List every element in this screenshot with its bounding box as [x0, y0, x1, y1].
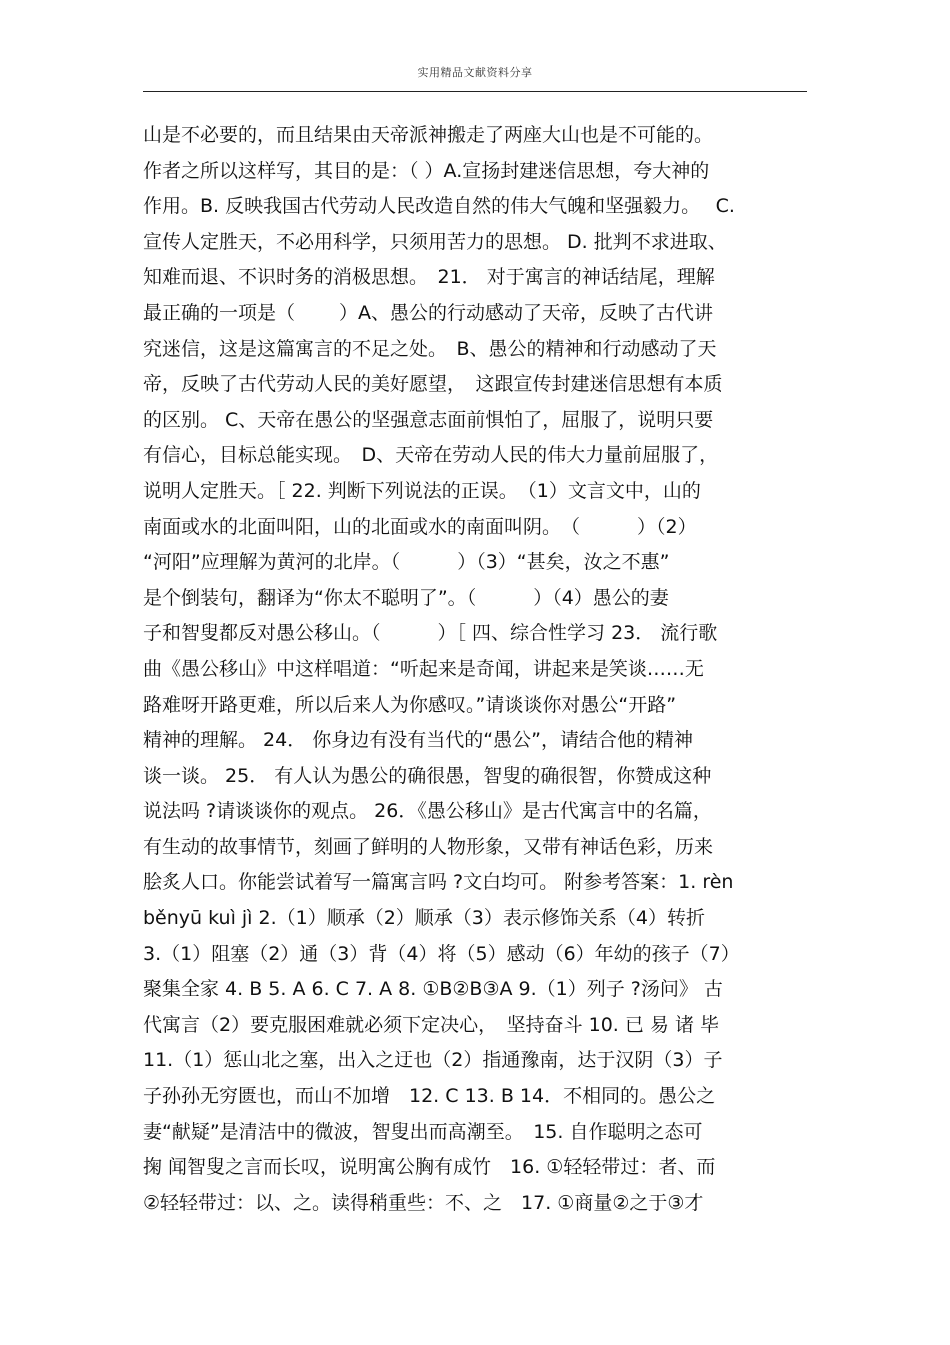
text-line: 曲《愚公移山》中这样唱道：“听起来是奇闻，讲起来是笑谈……无 [143, 657, 704, 680]
text-line: 谈一谈。 25． 有人认为愚公的确很愚，智叟的确很智，你赞成这种 [143, 764, 712, 787]
text-line: 聚集全家 4. B 5. A 6. C 7. A 8. ①B②B③A 9.（1）列子 ?汤问》 古 [143, 978, 723, 1001]
text-line: “河阳”应理解为黄河的北岸。（ ）（3）“甚矣，汝之不惠” [143, 551, 670, 574]
text-line: 南面或水的北面叫阳，山的北面或水的南面叫阴。 （ ）（2） [143, 515, 697, 538]
text-line: 的区别。 C、天帝在愚公的坚强意志面前惧怕了，屈服了，说明只要 [143, 408, 714, 431]
text-line: 作者之所以这样写，其目的是：（ ）A.宣扬封建迷信思想，夸大神的 [143, 159, 710, 182]
text-line: běnyū kuì jì 2.（1）顺承（2）顺承（3）表示修饰关系（4）转折 [143, 907, 705, 930]
text-line: 路难呀开路更难，所以后来人为你感叹。”请谈谈你对愚公“开路” [143, 693, 677, 716]
text-line: ②轻轻带过：以、之。读得稍重些：不、之 17. ①商量②之于③才 [143, 1191, 704, 1214]
page-header: 实用精品文献资料分享 [417, 66, 533, 79]
text-line: 究迷信，这是这篇寓言的不足之处。 B、愚公的精神和行动感动了天 [143, 337, 717, 360]
document-body [143, 118, 823, 1221]
text-line: 子孙孙无穷匮也，而山不加增 12. C 13. B 14．不相同的。愚公之 [143, 1085, 716, 1108]
text-line: 3.（1）阻塞（2）通（3）背（4）将（5）感动（6）年幼的孩子（7） [143, 942, 740, 965]
text-line: 子和智叟都反对愚公移山。（ ）［ 四、综合性学习 23． 流行歌 [143, 622, 718, 645]
text-line: 掬 闻智叟之言而长叹，说明寓公胸有成竹 16. ①轻轻带过：者、而 [143, 1156, 716, 1179]
text-line: 帝，反映了古代劳动人民的美好愿望， 这跟宣传封建迷信思想有本质 [143, 373, 723, 396]
text-line: 是个倒装句，翻译为“你太不聪明了”。（ ）（4）愚公的妻 [143, 586, 669, 609]
text-line: 代寓言（2）要克服困难就必须下定决心， 坚持奋斗 10. 已 易 诸 毕 [143, 1013, 720, 1036]
text-line: 11.（1）惩山北之塞，出入之迂也（2）指通豫南，达于汉阴（3）子 [143, 1049, 723, 1072]
text-line: 妻“献疑”是清洁中的微波，智叟出而高潮至。 15. 自作聪明之态可 [143, 1120, 703, 1143]
text-line: 作用。B. 反映我国古代劳动人民改造自然的伟大气魄和坚强毅力。 C. [143, 195, 735, 218]
header-divider [143, 91, 807, 92]
text-line: 说法吗 ?请谈谈你的观点。 26．《愚公移山》是古代寓言中的名篇， [143, 800, 712, 823]
text-line: 宣传人定胜天，不必用科学，只须用苦力的思想。 D. 批判不求进取、 [143, 230, 727, 253]
text-line: 山是不必要的，而且结果由天帝派神搬走了两座大山也是不可能的。 [143, 124, 714, 146]
text-line: 知难而退、不识时务的消极思想。 21． 对于寓言的神话结尾，理解 [143, 266, 715, 289]
text-line: 最正确的一项是（ ）A、愚公的行动感动了天帝，反映了古代讲 [143, 301, 714, 324]
text-line: 脍炙人口。你能尝试着写一篇寓言吗 ?文白均可。 附参考答案：1. rèn [143, 871, 734, 894]
text-line: 有信心，目标总能实现。 D、天帝在劳动人民的伟大力量前屈服了， [143, 444, 719, 467]
text-line: 精神的理解。 24． 你身边有没有当代的“愚公”，请结合他的精神 [143, 729, 693, 752]
text-line: 有生动的故事情节，刻画了鲜明的人物形象，又带有神话色彩，历来 [143, 835, 714, 858]
text-line: 说明人定胜天。［ 22. 判断下列说法的正误。 （1）文言文中，山的 [143, 479, 701, 502]
